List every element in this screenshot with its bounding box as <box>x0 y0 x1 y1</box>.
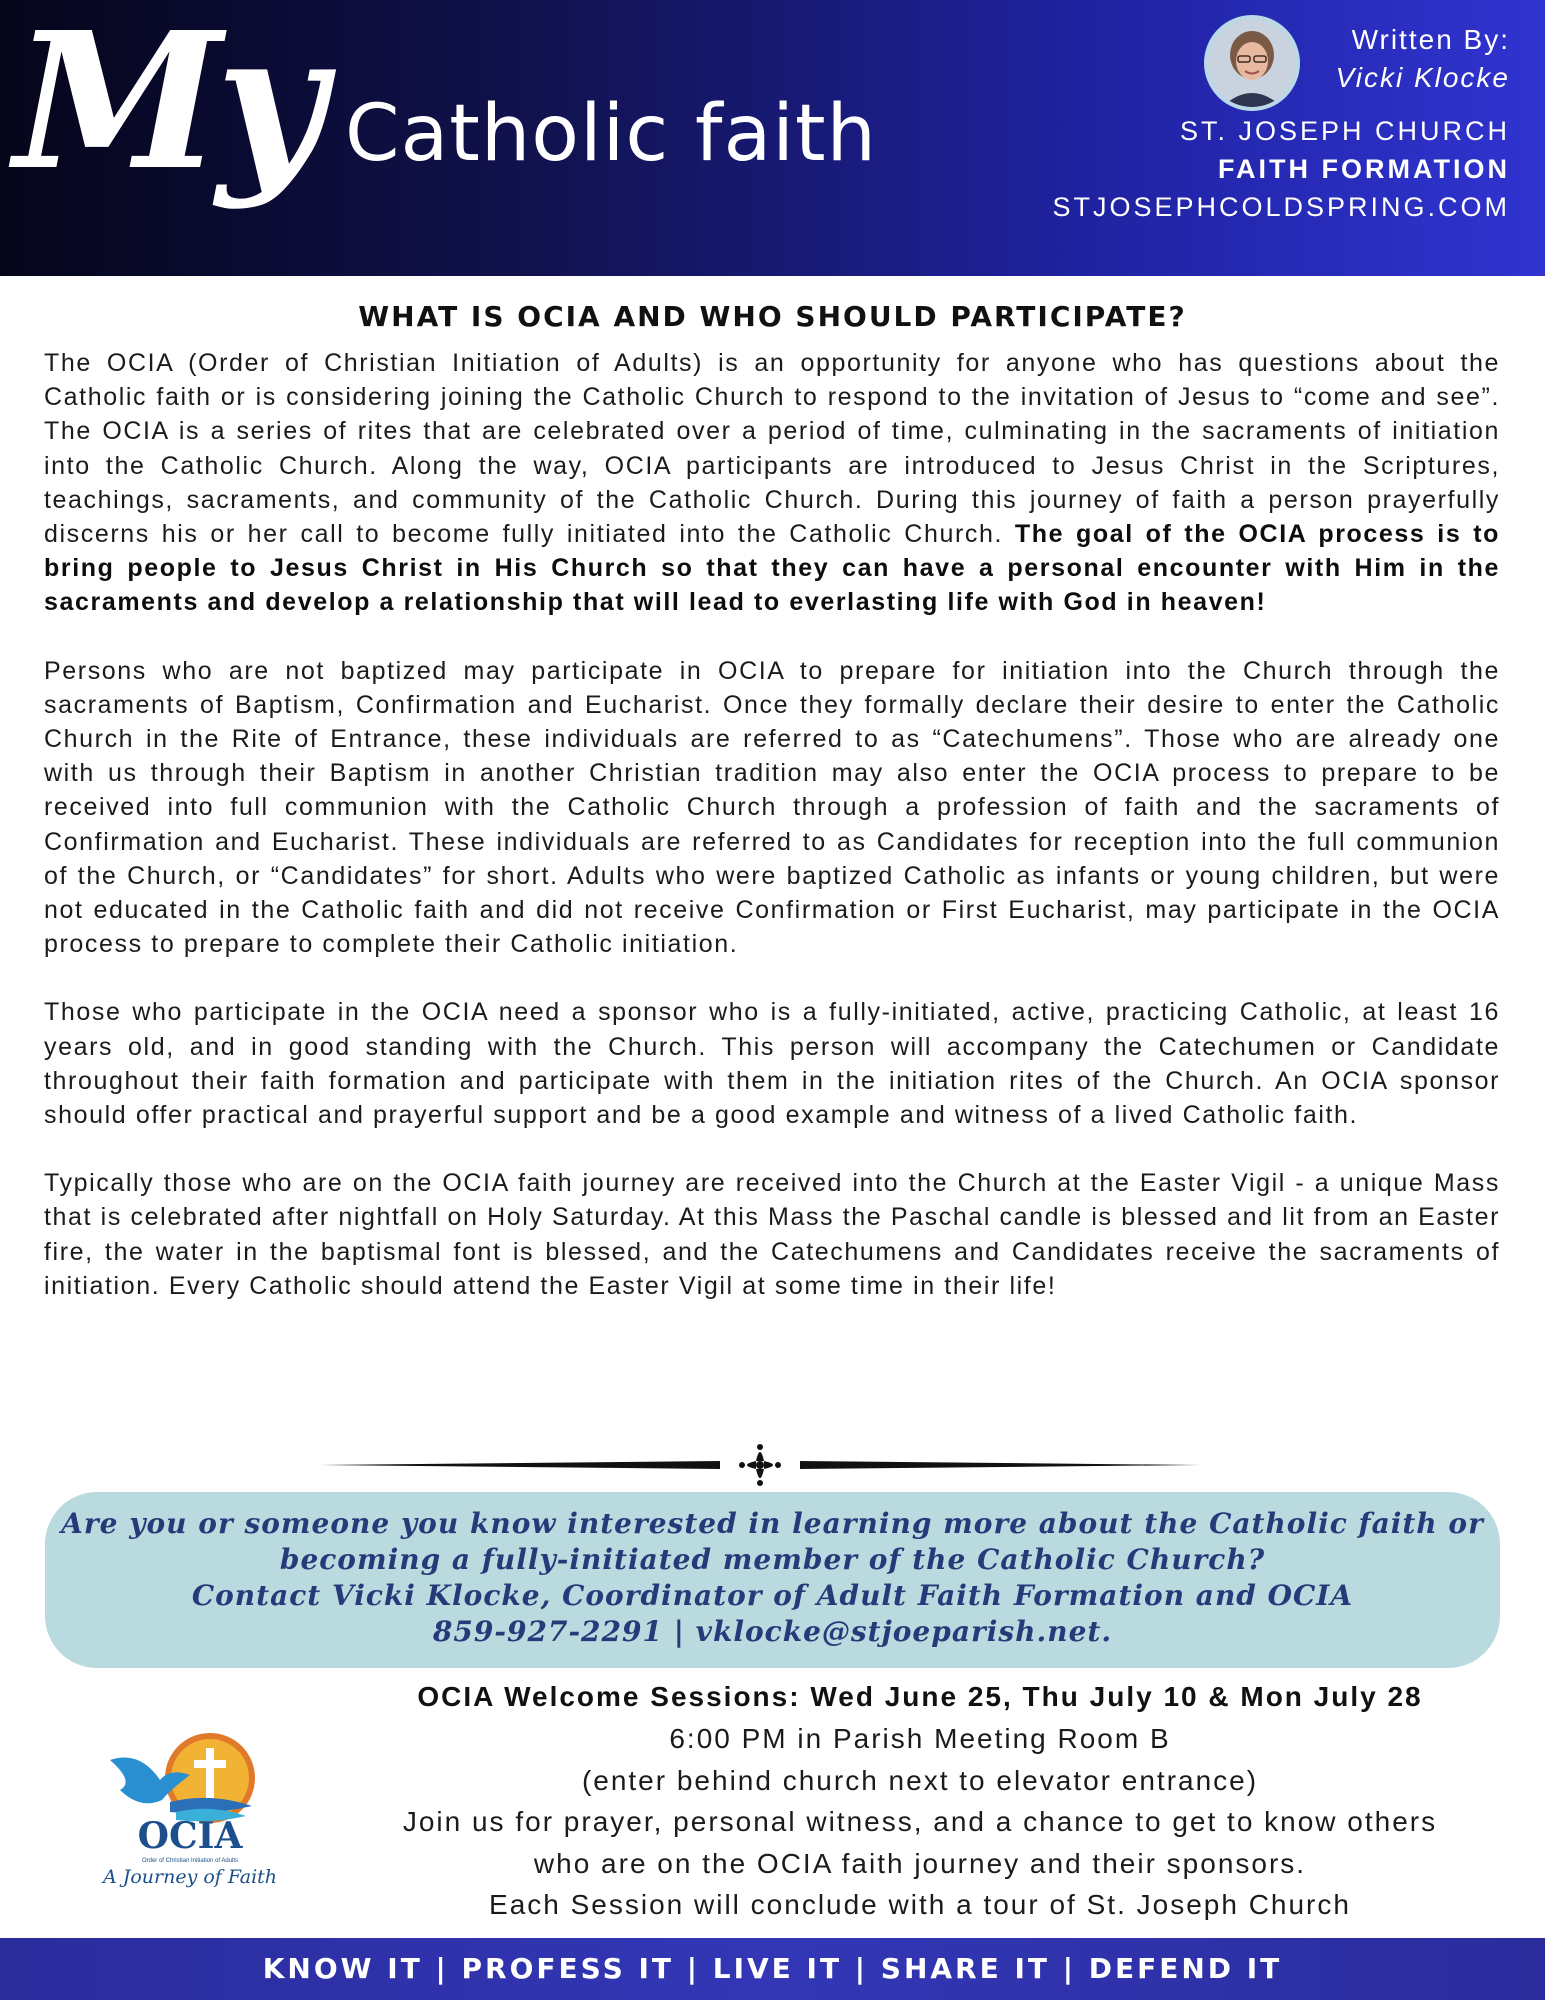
paragraph-2: Persons who are not baptized may participate in OCIA to prepare for initiation into the Church through the sacraments of Baptism, Confirmation and Eucharist. Once they formally declare their desire to enter the Catholic Church in the Rite of Entrance, these individuals are referred to as “Catechumens”. Those who are already one with us through their Baptism in another Christian tradition may also enter the OCIA process to prepare to be received into full communion with the Catholic Church through a profession of faith and the sacraments of Confirmation and Eucharist. These individuals are referred to as Candidates for reception into the full communion of the Church, or “Candidates” for short. Adults who were baptized Catholic as infants or young children, but were not educated in the Catholic faith and did not receive Confirmation or First Eucharist, may participate in the OCIA process to prepare to complete their Catholic initiation. <box>44 656 1500 959</box>
ocia-logo-word: OCIA <box>137 1815 243 1857</box>
callout-line-3: Contact Vicki Klocke, Coordinator of Adult Faith Formation and OCIA <box>191 1579 1354 1612</box>
logo-catholic-faith: Catholic faith <box>345 89 877 179</box>
ornamental-divider-icon <box>320 1442 1200 1488</box>
logo-my: My <box>14 0 320 212</box>
author-photo <box>1204 15 1300 111</box>
paragraph-4: Typically those who are on the OCIA faith journey are received into the Church at the Easter Vigil - a unique Mass that is celebrated after nightfall on Holy Saturday. At this Mass the Paschal candle is blessed and lit from an Easter fire, the water in the baptismal font is blessed, and the Catechumens and Candidates receive the sacraments of initiation. Every Catholic should attend the Easter Vigil at some time in their life! <box>44 1169 1500 1300</box>
paragraph-1-emphasis: The goal of the OCIA process is to bring people to Jesus Christ in His Church so that they can have a personal encounter with Him in the sacraments and develop a relationship that will lead to everlasting life with God in heaven! <box>44 520 1500 617</box>
ocia-logo-icon <box>100 1720 280 1890</box>
paragraph-1 <box>44 346 1500 620</box>
sessions-tour-line: Each Session will conclude with a tour of St. Joseph Church <box>489 1889 1351 1920</box>
church-name: ST. JOSEPH CHURCH <box>1179 116 1510 146</box>
contact-callout <box>45 1492 1500 1668</box>
sessions-invite-line-1: Join us for prayer, personal witness, and a chance to get to know others <box>402 1806 1438 1837</box>
footer-motto: KNOW IT | PROFESS IT | LIVE IT | SHARE IT | DEFEND IT <box>262 1952 1283 1985</box>
ocia-logo-tagline: A Journey of Faith <box>102 1866 278 1888</box>
sessions-time-place: 6:00 PM in Parish Meeting Room B <box>669 1723 1171 1754</box>
callout-text <box>45 1506 1500 1650</box>
callout-line-2: becoming a fully-initiated member of the Catholic Church? <box>279 1543 1266 1576</box>
welcome-sessions <box>300 1676 1540 1926</box>
footer-banner <box>0 1938 1545 2000</box>
article-title: WHAT IS OCIA AND WHO SHOULD PARTICIPATE? <box>358 300 1187 333</box>
header-banner <box>0 0 1545 276</box>
paragraph-1-text: The OCIA (Order of Christian Initiation of Adults) is an opportunity for anyone who has questions about the Catholic faith or is considering joining the Catholic Church to respond to the invitation of Jesus to “come and see”. The OCIA is a series of rites that are celebrated over a period of time, culminating in the sacraments of initiation into the Catholic Church. Along the way, OCIA participants are introduced to Jesus Christ in the Scriptures, teachings, sacraments, and community of the Catholic Church. During this journey of faith a person prayerfully discerns his or her call to become fully initiated into the Catholic Church. <box>44 349 1500 549</box>
ocia-logo-subtitle: Order of Christian Initiation of Adults <box>141 1858 239 1864</box>
sessions-directions: (enter behind church next to elevator entrance) <box>581 1764 1259 1796</box>
article-body <box>44 346 1500 1337</box>
written-by-label: Written By: <box>1351 24 1510 55</box>
author-portrait-icon <box>1208 19 1296 107</box>
website-link[interactable]: STJOSEPHCOLDSPRING.COM <box>1052 192 1510 222</box>
paragraph-3: Those who participate in the OCIA need a sponsor who is a fully-initiated, active, practicing Catholic, at least 16 years old, and in good standing with the Church. This person will accompany the Catechumen or Candidate throughout their faith formation and participate with them in the initiation rites of the Church. An OCIA sponsor should offer practical and prayerful support and be a good example and witness of a lived Catholic faith. <box>44 998 1500 1130</box>
sessions-invite-line-2: who are on the OCIA faith journey and their sponsors. <box>533 1847 1307 1879</box>
callout-line-1: Are you or someone you know interested in learning more about the Catholic faith or <box>61 1507 1484 1540</box>
department-name: FAITH FORMATION <box>1218 154 1510 184</box>
sessions-title: OCIA Welcome Sessions: Wed June 25, Thu July 10 & Mon July 28 <box>417 1681 1423 1712</box>
callout-contact-line[interactable]: 859-927-2291 | vklocke@stjoeparish.net. <box>432 1615 1113 1648</box>
author-name: Vicki Klocke <box>1335 62 1510 93</box>
